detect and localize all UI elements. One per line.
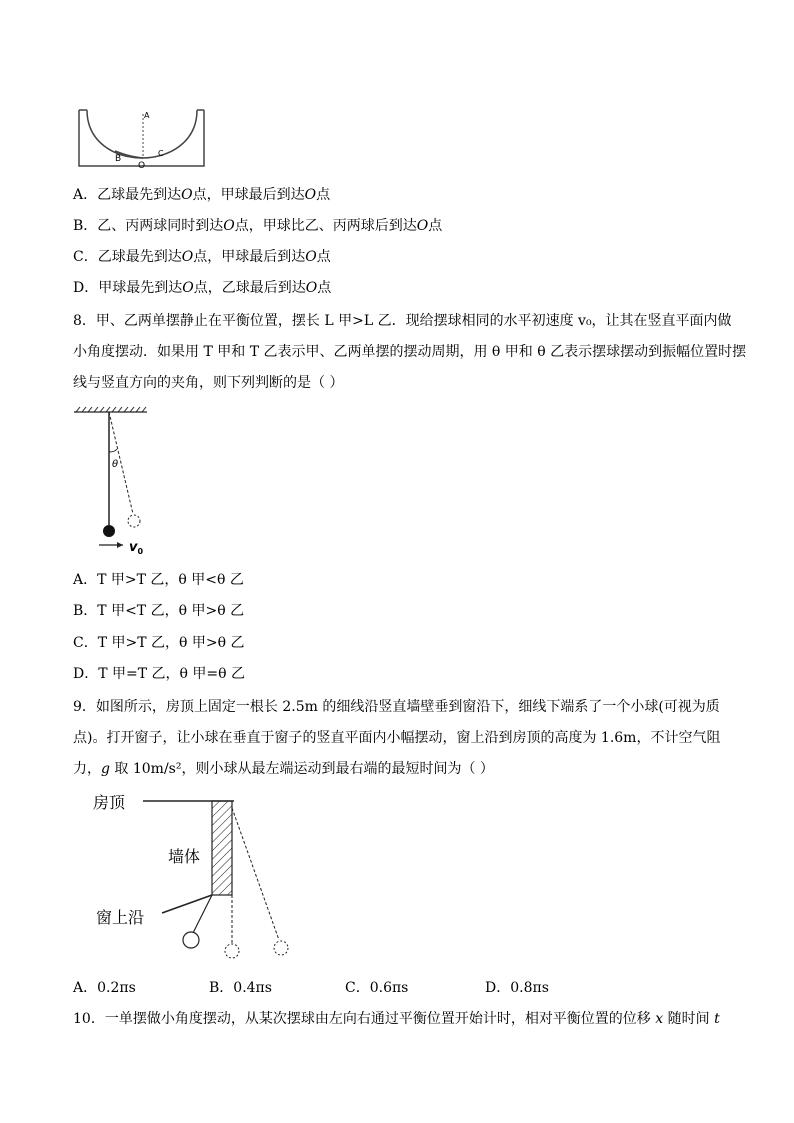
q9-option-d: D．0.8πs bbox=[485, 980, 549, 996]
label-o: O bbox=[138, 161, 146, 170]
wall-label: 墙体 bbox=[168, 847, 201, 866]
q8-option-c: C．T 甲>T 乙，θ 甲>θ 乙 bbox=[73, 635, 245, 651]
q8-option-b: B．T 甲<T 乙，θ 甲>θ 乙 bbox=[73, 603, 245, 619]
label-b: B bbox=[115, 154, 122, 164]
figure-pendulum bbox=[72, 404, 162, 558]
q8-option-a: A．T 甲>T 乙，θ 甲<θ 乙 bbox=[73, 572, 244, 588]
q9-stem-line3: 力，g 取 10m/s²，则小球从最左端运动到最右端的最短时间为（ ） bbox=[73, 761, 494, 777]
q7-option-d: D．甲球最先到达O点，乙球最后到达O点 bbox=[73, 280, 332, 296]
q9-option-b: B．0.4πs bbox=[209, 980, 272, 996]
q8-stem-line3: 线与竖直方向的夹角，则下列判断的是（ ） bbox=[73, 375, 344, 391]
q8-option-d: D．T 甲=T 乙，θ 甲=θ 乙 bbox=[73, 666, 246, 682]
v0-label: $v_0$ bbox=[129, 540, 144, 556]
q7-option-a: A．乙球最先到达O点，甲球最后到达O点 bbox=[73, 187, 331, 203]
roof-label: 房顶 bbox=[93, 793, 126, 812]
q9-option-c: C．0.6πs bbox=[345, 980, 409, 996]
q8-stem-line2: 小角度摆动．如果用 T 甲和 T 乙表示甲、乙两单摆的摆动周期，用 θ 甲和 θ 乙表示摆球摆动到振幅位置时摆 bbox=[73, 344, 747, 360]
q9-stem-line1: 9．如图所示，房顶上固定一根长 2.5m 的细线沿竖直墙壁垂到窗沿下，细线下端系了一个小球(可视为质 bbox=[73, 699, 720, 715]
q7-option-b: B．乙、丙两球同时到达O点，甲球比乙、丙两球后到达O点 bbox=[73, 218, 443, 234]
q8-stem-line1: 8．甲、乙两单摆静止在平衡位置，摆长 L 甲>L 乙．现给摆球相同的水平初速度 v₀，让其在竖直平面内做 bbox=[73, 313, 732, 329]
figure-window-pendulum bbox=[88, 788, 303, 964]
q10-stem-line1: 10．一单摆做小角度摆动，从某次摆球由左向右通过平衡位置开始计时，相对平衡位置的位移 x 随时间 t bbox=[73, 1011, 720, 1027]
label-a: A bbox=[144, 111, 150, 120]
label-c: C bbox=[158, 149, 164, 158]
q7-option-c: C．乙球最先到达O点，甲球最后到达O点 bbox=[73, 249, 331, 265]
theta-label: θ bbox=[112, 459, 119, 470]
window-label: 窗上沿 bbox=[96, 908, 145, 927]
q9-stem-line2: 点)。打开窗子，让小球在垂直于窗子的竖直平面内小幅摆动，窗上沿到房顶的高度为 1.6m，不计空气阻 bbox=[73, 730, 721, 746]
q9-option-a: A．0.2πs bbox=[73, 980, 136, 996]
figure-bowl-track bbox=[75, 104, 210, 170]
